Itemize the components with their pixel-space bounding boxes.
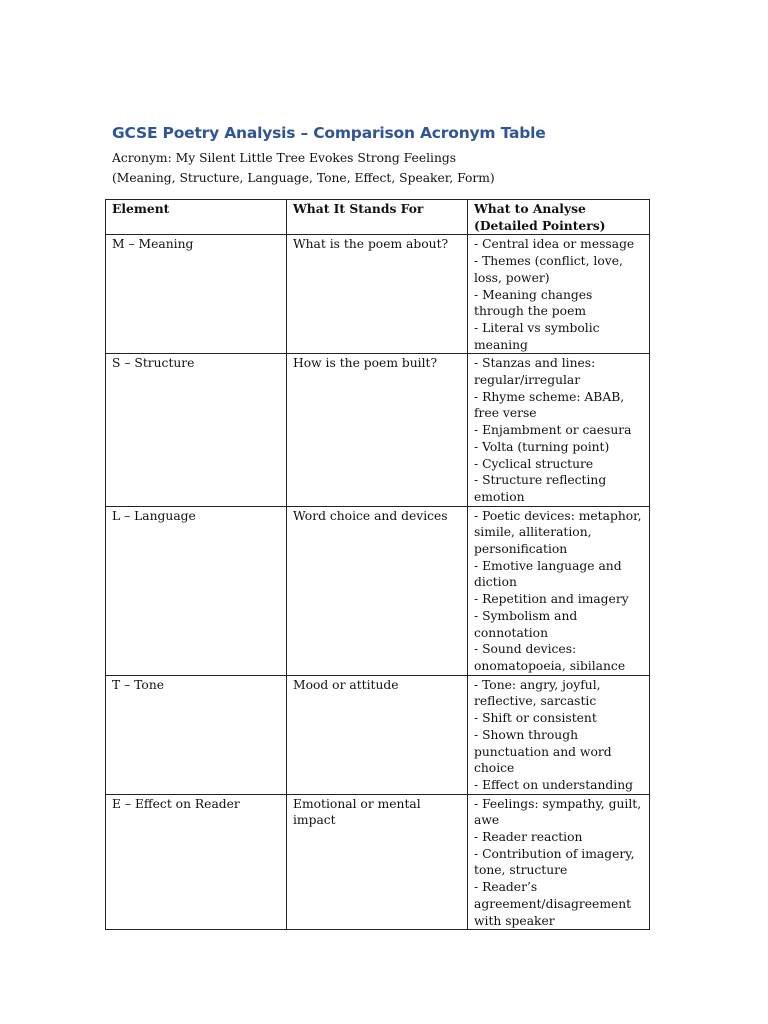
pointer-item: - Shift or consistent	[474, 711, 597, 726]
pointer-item: - Effect on understanding	[474, 777, 633, 792]
table-row	[106, 235, 650, 354]
pointers-cell	[468, 235, 650, 354]
pointers-cell	[468, 354, 650, 506]
pointer-item: - Tone: angry, joyful, reflective, sarcastic	[474, 677, 601, 709]
header-element: Element	[106, 200, 287, 235]
table-row	[106, 794, 650, 930]
table-header-row	[106, 200, 650, 235]
pointer-item: - Emotive language and diction	[474, 558, 622, 590]
element-cell: L – Language	[106, 506, 287, 675]
element-cell: M – Meaning	[106, 235, 287, 354]
pointer-item: - Feelings: sympathy, guilt, awe	[474, 796, 642, 828]
element-cell: E – Effect on Reader	[106, 794, 287, 930]
pointer-item: - Central idea or message	[474, 237, 635, 252]
stands-for-cell: How is the poem built?	[287, 354, 468, 506]
element-cell: S – Structure	[106, 354, 287, 506]
pointer-item: - Enjambment or caesura	[474, 423, 632, 438]
pointer-item: - Meaning changes through the poem	[474, 287, 593, 319]
pointer-item: - Shown through punctuation and word choice	[474, 727, 612, 776]
acronym-table	[105, 199, 650, 930]
table-row	[106, 506, 650, 675]
stands-for-cell: Word choice and devices	[287, 506, 468, 675]
acronym-line: Acronym: My Silent Little Tree Evokes Strong Feelings	[112, 151, 457, 165]
pointers-cell	[468, 794, 650, 930]
pointer-item: - Structure reflecting emotion	[474, 473, 607, 504]
pointer-item: - Stanzas and lines: regular/irregular	[474, 356, 596, 388]
acronym-expansion-line: (Meaning, Structure, Language, Tone, Effect, Speaker, Form)	[112, 171, 495, 185]
pointer-item: - Contribution of imagery, tone, structure	[474, 846, 635, 878]
header-what-it-stands-for: What It Stands For	[287, 200, 468, 235]
pointer-item: - Reader’s agreement/disagreement with speaker	[474, 880, 632, 928]
pointer-item: - Sound devices: onomatopoeia, sibilance	[474, 642, 626, 673]
table-row	[106, 354, 650, 506]
stands-for-cell: Mood or attitude	[287, 675, 468, 794]
header-what-to-analyse: What to Analyse (Detailed Pointers)	[468, 200, 650, 235]
document-title: GCSE Poetry Analysis – Comparison Acronym Table	[112, 124, 546, 142]
pointer-item: - Repetition and imagery	[474, 592, 629, 607]
element-cell: T – Tone	[106, 675, 287, 794]
table-row	[106, 675, 650, 794]
pointer-item: - Volta (turning point)	[474, 439, 610, 454]
pointer-item: - Cyclical structure	[474, 456, 594, 471]
stands-for-cell: Emotional or mental impact	[287, 794, 468, 930]
pointer-item: - Poetic devices: metaphor, simile, alliteration, personification	[474, 508, 642, 557]
pointers-cell	[468, 675, 650, 794]
pointer-item: - Themes (conflict, love, loss, power)	[474, 254, 623, 285]
pointer-item: - Literal vs symbolic meaning	[474, 320, 600, 352]
pointer-item: - Symbolism and connotation	[474, 608, 578, 640]
stands-for-cell: What is the poem about?	[287, 235, 468, 354]
pointer-item: - Reader reaction	[474, 830, 583, 845]
pointer-item: - Rhyme scheme: ABAB, free verse	[474, 389, 625, 421]
pointers-cell	[468, 506, 650, 675]
